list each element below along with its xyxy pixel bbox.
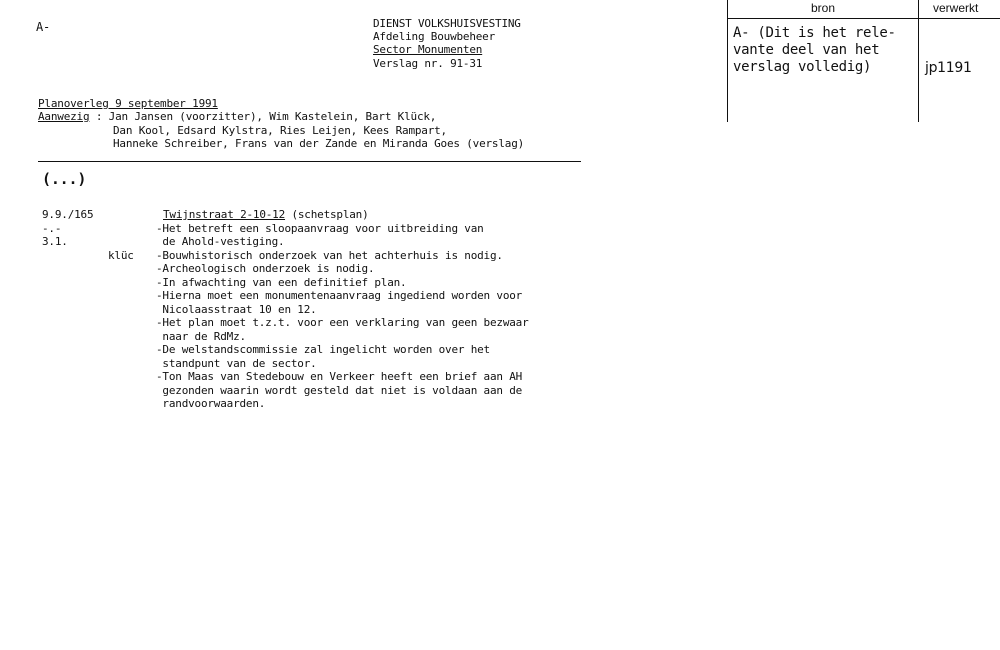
stamp-header-rule	[727, 18, 1000, 19]
item-body-line: -Bouwhistorisch onderzoek van het achterhuis is nodig.	[156, 249, 503, 262]
letterhead-department: DIENST VOLKSHUISVESTING	[373, 17, 521, 30]
meeting-title: Planoverleg 9 september 1991	[38, 97, 218, 110]
stamp-bron-line: verslag volledig)	[733, 59, 872, 75]
letterhead-sector: Sector Monumenten	[373, 43, 483, 56]
item-body-line: -Hierna moet een monumentenaanvraag ingediend worden voor	[156, 289, 523, 302]
letterhead-division: Afdeling Bouwbeheer	[373, 30, 496, 43]
item-body-line: -Het betreft een sloopaanvraag voor uitbreiding van	[156, 222, 484, 235]
item-body-line: naar de RdMz.	[156, 330, 246, 343]
header-divider	[38, 161, 581, 162]
attendees-line-2: Dan Kool, Edsard Kylstra, Ries Leijen, Kees Rampart,	[113, 124, 447, 137]
stamp-verwerkt-value: jp1191	[925, 60, 972, 76]
omission-ellipsis: (...)	[42, 170, 87, 188]
item-heading-suffix: (schetsplan)	[285, 208, 369, 221]
item-body-line: -Ton Maas van Stedebouw en Verkeer heeft een brief aan AH	[156, 370, 523, 383]
letterhead-report-number: Verslag nr. 91-31	[373, 57, 483, 70]
stamp-bron-line: A- (Dit is het rele-	[733, 25, 896, 41]
attendees-first-line	[38, 110, 436, 123]
item-body-line: Nicolaasstraat 10 en 12.	[156, 303, 317, 316]
item-body-line: -De welstandscommissie zal ingelicht worden over het	[156, 343, 490, 356]
stamp-header-bron: bron	[811, 1, 836, 15]
item-code: 9.9./165	[42, 208, 94, 221]
item-body-line: -Het plan moet t.z.t. voor een verklaring van geen bezwaar	[156, 316, 529, 329]
item-initials: klüc	[108, 249, 134, 262]
item-body-line: -In afwachting van een definitief plan.	[156, 276, 407, 289]
item-body-line: randvoorwaarden.	[156, 397, 266, 410]
item-body-line: -Archeologisch onderzoek is nodig.	[156, 262, 375, 275]
present-label: Aanwezig	[38, 110, 90, 123]
item-code-separator: -.-	[42, 222, 62, 235]
item-body-line: de Ahold-vestiging.	[156, 235, 285, 248]
attendees-line-1: : Jan Jansen (voorzitter), Wim Kastelein, Bart Klück,	[89, 110, 437, 123]
item-body-line: standpunt van de sector.	[156, 357, 317, 370]
item-heading	[163, 208, 369, 221]
stamp-header-verwerkt: verwerkt	[933, 1, 979, 15]
stamp-bron-line: vante deel van het	[733, 42, 880, 58]
item-section-number: 3.1.	[42, 235, 68, 248]
item-body-line: gezonden waarin wordt gesteld dat niet is voldaan aan de	[156, 384, 523, 397]
corner-mark: A-	[36, 20, 51, 34]
item-heading-address: Twijnstraat 2-10-12	[163, 208, 286, 221]
attendees-line-3: Hanneke Schreiber, Frans van der Zande en Miranda Goes (verslag)	[113, 137, 525, 150]
source-stamp-box	[727, 0, 1000, 122]
